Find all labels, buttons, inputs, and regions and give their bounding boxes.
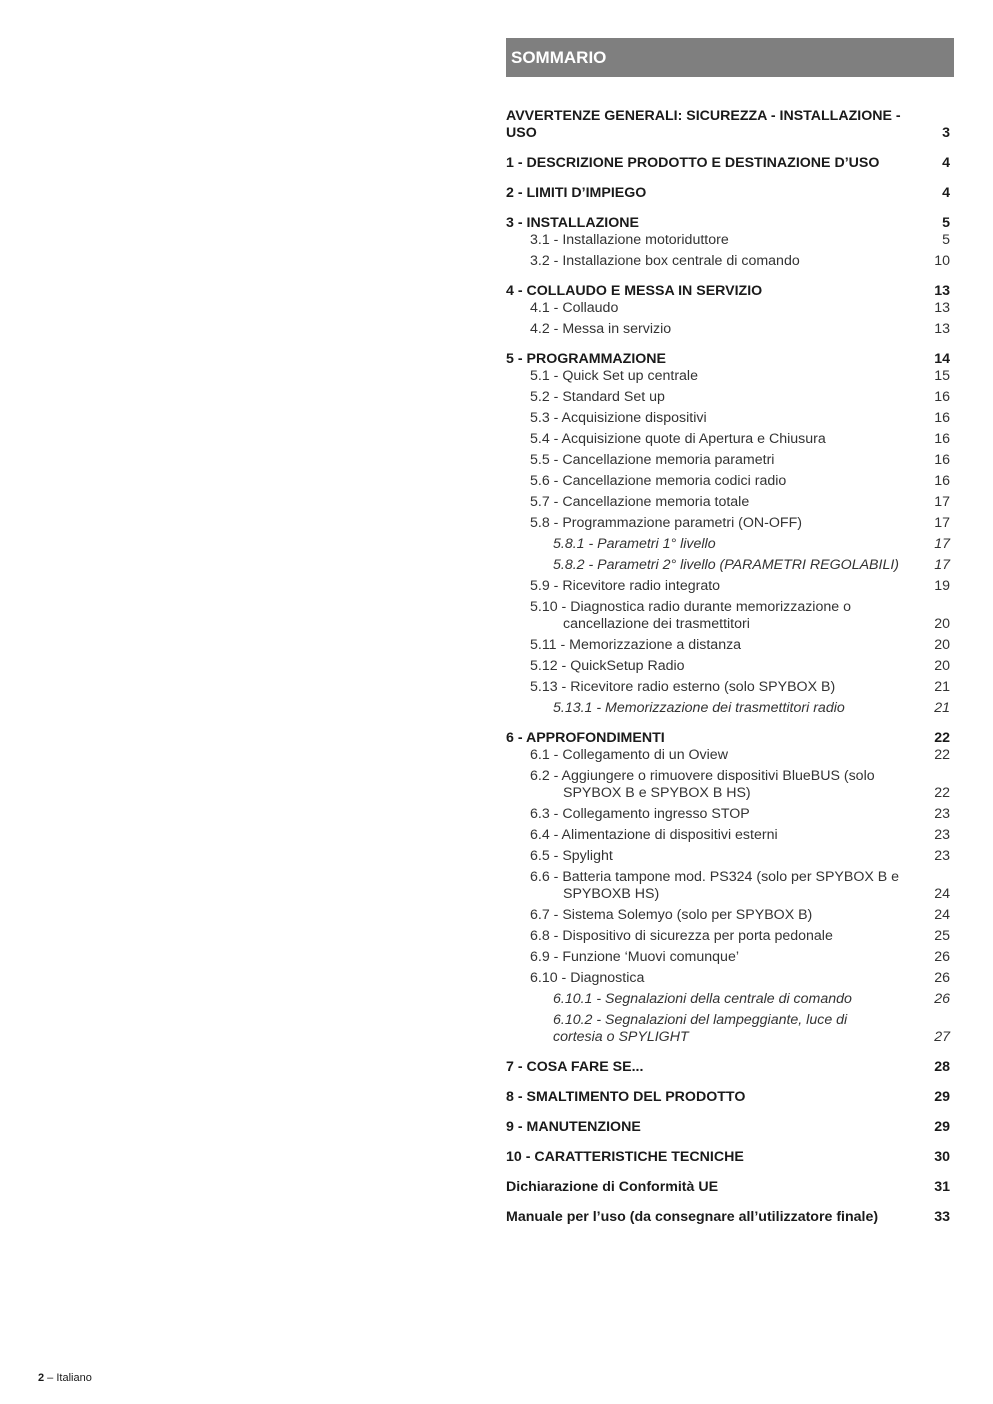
toc-entry-title: 6 - APPROFONDIMENTI: [506, 730, 665, 746]
toc-entry-page: 13: [934, 283, 950, 299]
toc-entry-title: 4.1 - Collaudo: [530, 300, 619, 316]
toc-entry-page: 16: [934, 473, 950, 489]
toc-title: SOMMARIO: [511, 48, 607, 67]
toc-entry-title: 5.4 - Acquisizione quote di Apertura e Chiusura: [530, 431, 826, 447]
toc-entry-title: 5.5 - Cancellazione memoria parametri: [530, 452, 775, 468]
toc-chapter[interactable]: [506, 185, 950, 202]
toc-entry-title: 5.13.1 - Memorizzazione dei trasmettitori radio: [553, 700, 845, 716]
toc-entry-title: 2 - LIMITI D’IMPIEGO: [506, 185, 647, 201]
toc-entry-title: 3.1 - Installazione motoriduttore: [530, 232, 729, 248]
toc-entry-title: 5.1 - Quick Set up centrale: [530, 368, 698, 384]
toc-entry-page: 24: [934, 886, 950, 902]
toc-entry-page: 16: [934, 431, 950, 447]
toc-entry-title: 3.2 - Installazione box centrale di comando: [530, 253, 800, 269]
toc-entry-title: 5.3 - Acquisizione dispositivi: [530, 410, 707, 426]
toc-section[interactable]: [506, 970, 950, 987]
toc-entry-page: 21: [934, 700, 950, 716]
toc-entry-title: 6.5 - Spylight: [530, 848, 613, 864]
footer-page-number: 2: [38, 1372, 45, 1384]
toc-section[interactable]: [506, 928, 950, 945]
toc-section[interactable]: [506, 473, 950, 490]
toc-entry-page: 23: [934, 806, 950, 822]
toc-section[interactable]: [506, 232, 950, 249]
toc-entry-page: 19: [934, 578, 950, 594]
toc-chapter[interactable]: [506, 155, 950, 172]
toc-entry-title: AVVERTENZE GENERALI: SICUREZZA - INSTALLAZIONE - USO: [506, 108, 901, 141]
toc-section[interactable]: [506, 658, 950, 675]
toc-subsection[interactable]: [506, 700, 950, 717]
toc-entry-title: 5.6 - Cancellazione memoria codici radio: [530, 473, 787, 489]
toc-subsection[interactable]: [506, 557, 950, 574]
toc-chapter[interactable]: [506, 1179, 950, 1196]
toc-entry-page: 16: [934, 389, 950, 405]
toc-entry-title: 5.10 - Diagnostica radio durante memorizzazione o cancellazione dei trasmettitori: [530, 599, 851, 632]
toc-section[interactable]: [506, 515, 950, 532]
toc-section[interactable]: [506, 599, 950, 633]
toc-entry-page: 17: [934, 557, 950, 573]
toc-section[interactable]: [506, 949, 950, 966]
toc-section[interactable]: [506, 747, 950, 764]
toc-entry-title: 5.8.2 - Parametri 2° livello (PARAMETRI REGOLABILI): [553, 557, 900, 573]
toc-entry-page: 17: [934, 494, 950, 510]
toc-chapter[interactable]: [506, 1089, 950, 1106]
toc-entry-title: 5.7 - Cancellazione memoria totale: [530, 494, 750, 510]
toc-entry-page: 14: [934, 351, 950, 367]
toc-entry-title: 6.7 - Sistema Solemyo (solo per SPYBOX B): [530, 907, 813, 923]
toc-entry-page: 4: [942, 155, 950, 171]
toc-entry-title: 6.1 - Collegamento di un Oview: [530, 747, 728, 763]
toc-entry-title: 5.8 - Programmazione parametri (ON-OFF): [530, 515, 802, 531]
toc-entry-page: 16: [934, 452, 950, 468]
toc-entry-title: 6.2 - Aggiungere o rimuovere dispositivi BlueBUS (solo SPYBOX B e SPYBOX B HS): [530, 768, 875, 801]
toc-section[interactable]: [506, 253, 950, 270]
toc-chapter[interactable]: [506, 1209, 950, 1226]
toc-entry-title: Manuale per l’uso (da consegnare all’utilizzatore finale): [506, 1209, 879, 1225]
footer-language: – Italiano: [44, 1372, 92, 1384]
toc-entry-page: 13: [934, 300, 950, 316]
toc-section[interactable]: [506, 389, 950, 406]
toc-chapter[interactable]: [506, 351, 950, 368]
toc-section[interactable]: [506, 321, 950, 338]
toc-entry-page: 25: [934, 928, 950, 944]
toc-entry-title: 9 - MANUTENZIONE: [506, 1119, 641, 1135]
toc-chapter[interactable]: [506, 108, 950, 142]
toc-entry-title: 6.9 - Funzione ‘Muovi comunque’: [530, 949, 739, 965]
toc-section[interactable]: [506, 300, 950, 317]
toc-chapter[interactable]: [506, 1059, 950, 1076]
toc-entry-page: 23: [934, 827, 950, 843]
toc-subsection[interactable]: [506, 991, 950, 1008]
toc-section[interactable]: [506, 679, 950, 696]
toc-section[interactable]: [506, 578, 950, 595]
toc-section[interactable]: [506, 494, 950, 511]
toc-section[interactable]: [506, 431, 950, 448]
toc-entry-page: 29: [934, 1119, 950, 1135]
toc-entry-title: 5.11 - Memorizzazione a distanza: [530, 637, 742, 653]
toc-entry-title: 6.10.1 - Segnalazioni della centrale di comando: [553, 991, 852, 1007]
toc-entry-page: 31: [934, 1179, 950, 1195]
toc-entry-page: 22: [934, 747, 950, 763]
toc-entry-title: 5.8.1 - Parametri 1° livello: [553, 536, 716, 552]
toc-entry-title: 7 - COSA FARE SE...: [506, 1059, 644, 1075]
toc-section[interactable]: [506, 869, 950, 903]
toc-entry-page: 3: [942, 125, 950, 141]
toc-entry-page: 17: [934, 536, 950, 552]
toc-entry-page: 20: [934, 637, 950, 653]
toc-entry-title: Dichiarazione di Conformità UE: [506, 1179, 719, 1195]
toc-entry-page: 16: [934, 410, 950, 426]
toc-title-bar: [506, 38, 954, 77]
toc-entry-title: 6.10.2 - Segnalazioni del lampeggiante, luce di cortesia o SPYLIGHT: [553, 1012, 848, 1045]
toc-section[interactable]: [506, 848, 950, 865]
toc-entry-page: 5: [942, 232, 950, 248]
toc-entry-title: 5.2 - Standard Set up: [530, 389, 665, 405]
toc-entry-title: 4.2 - Messa in servizio: [530, 321, 672, 337]
toc-chapter[interactable]: [506, 215, 950, 232]
toc-section[interactable]: [506, 368, 950, 385]
toc-section[interactable]: [506, 806, 950, 823]
toc-section[interactable]: [506, 410, 950, 427]
toc-section[interactable]: [506, 637, 950, 654]
toc-section[interactable]: [506, 827, 950, 844]
toc-entry-title: 5.13 - Ricevitore radio esterno (solo SPYBOX B): [530, 679, 836, 695]
toc-subsection[interactable]: [506, 1012, 950, 1046]
toc-entry-title: 5.9 - Ricevitore radio integrato: [530, 578, 721, 594]
toc-entry-page: 23: [934, 848, 950, 864]
toc-entry-page: 5: [942, 215, 950, 231]
toc-entry-title: 6.8 - Dispositivo di sicurezza per porta pedonale: [530, 928, 833, 944]
toc-entry-title: 4 - COLLAUDO E MESSA IN SERVIZIO: [506, 283, 763, 299]
toc-entry-page: 33: [934, 1209, 950, 1225]
toc-section[interactable]: [506, 768, 950, 802]
toc-entry-title: 8 - SMALTIMENTO DEL PRODOTTO: [506, 1089, 746, 1105]
toc-entry-page: 20: [934, 616, 950, 632]
toc-entry-title: 10 - CARATTERISTICHE TECNICHE: [506, 1149, 744, 1165]
toc-entry-page: 22: [934, 730, 950, 746]
toc-entry-page: 4: [942, 185, 950, 201]
toc-entry-title: 3 - INSTALLAZIONE: [506, 215, 639, 231]
toc-entry-page: 28: [934, 1059, 950, 1075]
toc-entry-page: 21: [934, 679, 950, 695]
toc-entry-page: 17: [934, 515, 950, 531]
toc-entry-title: 6.3 - Collegamento ingresso STOP: [530, 806, 750, 822]
toc-entry-page: 13: [934, 321, 950, 337]
toc-chapter[interactable]: [506, 283, 950, 300]
toc-section[interactable]: [506, 907, 950, 924]
toc-chapter[interactable]: [506, 730, 950, 747]
toc-entry-page: 30: [934, 1149, 950, 1165]
toc-subsection[interactable]: [506, 536, 950, 553]
toc-section[interactable]: [506, 452, 950, 469]
toc-entry-page: 15: [934, 368, 950, 384]
toc-entry-page: 26: [934, 970, 950, 986]
toc-entry-page: 26: [934, 949, 950, 965]
toc-entry-title: 6.4 - Alimentazione di dispositivi esterni: [530, 827, 778, 843]
table-of-contents: [506, 108, 950, 1226]
toc-entry-title: 1 - DESCRIZIONE PRODOTTO E DESTINAZIONE D’USO: [506, 155, 880, 171]
toc-chapter[interactable]: [506, 1149, 950, 1166]
toc-entry-page: 10: [934, 253, 950, 269]
toc-entry-title: 5 - PROGRAMMAZIONE: [506, 351, 667, 367]
toc-entry-page: 20: [934, 658, 950, 674]
toc-chapter[interactable]: [506, 1119, 950, 1136]
toc-entry-title: 6.6 - Batteria tampone mod. PS324 (solo per SPYBOX B e SPYBOXB HS): [530, 869, 900, 902]
toc-entry-page: 27: [934, 1029, 950, 1045]
toc-entry-page: 22: [934, 785, 950, 801]
toc-entry-page: 26: [934, 991, 950, 1007]
toc-entry-page: 24: [934, 907, 950, 923]
toc-entry-title: 6.10 - Diagnostica: [530, 970, 645, 986]
page-footer: [38, 1372, 92, 1384]
toc-entry-title: 5.12 - QuickSetup Radio: [530, 658, 685, 674]
toc-entry-page: 29: [934, 1089, 950, 1105]
